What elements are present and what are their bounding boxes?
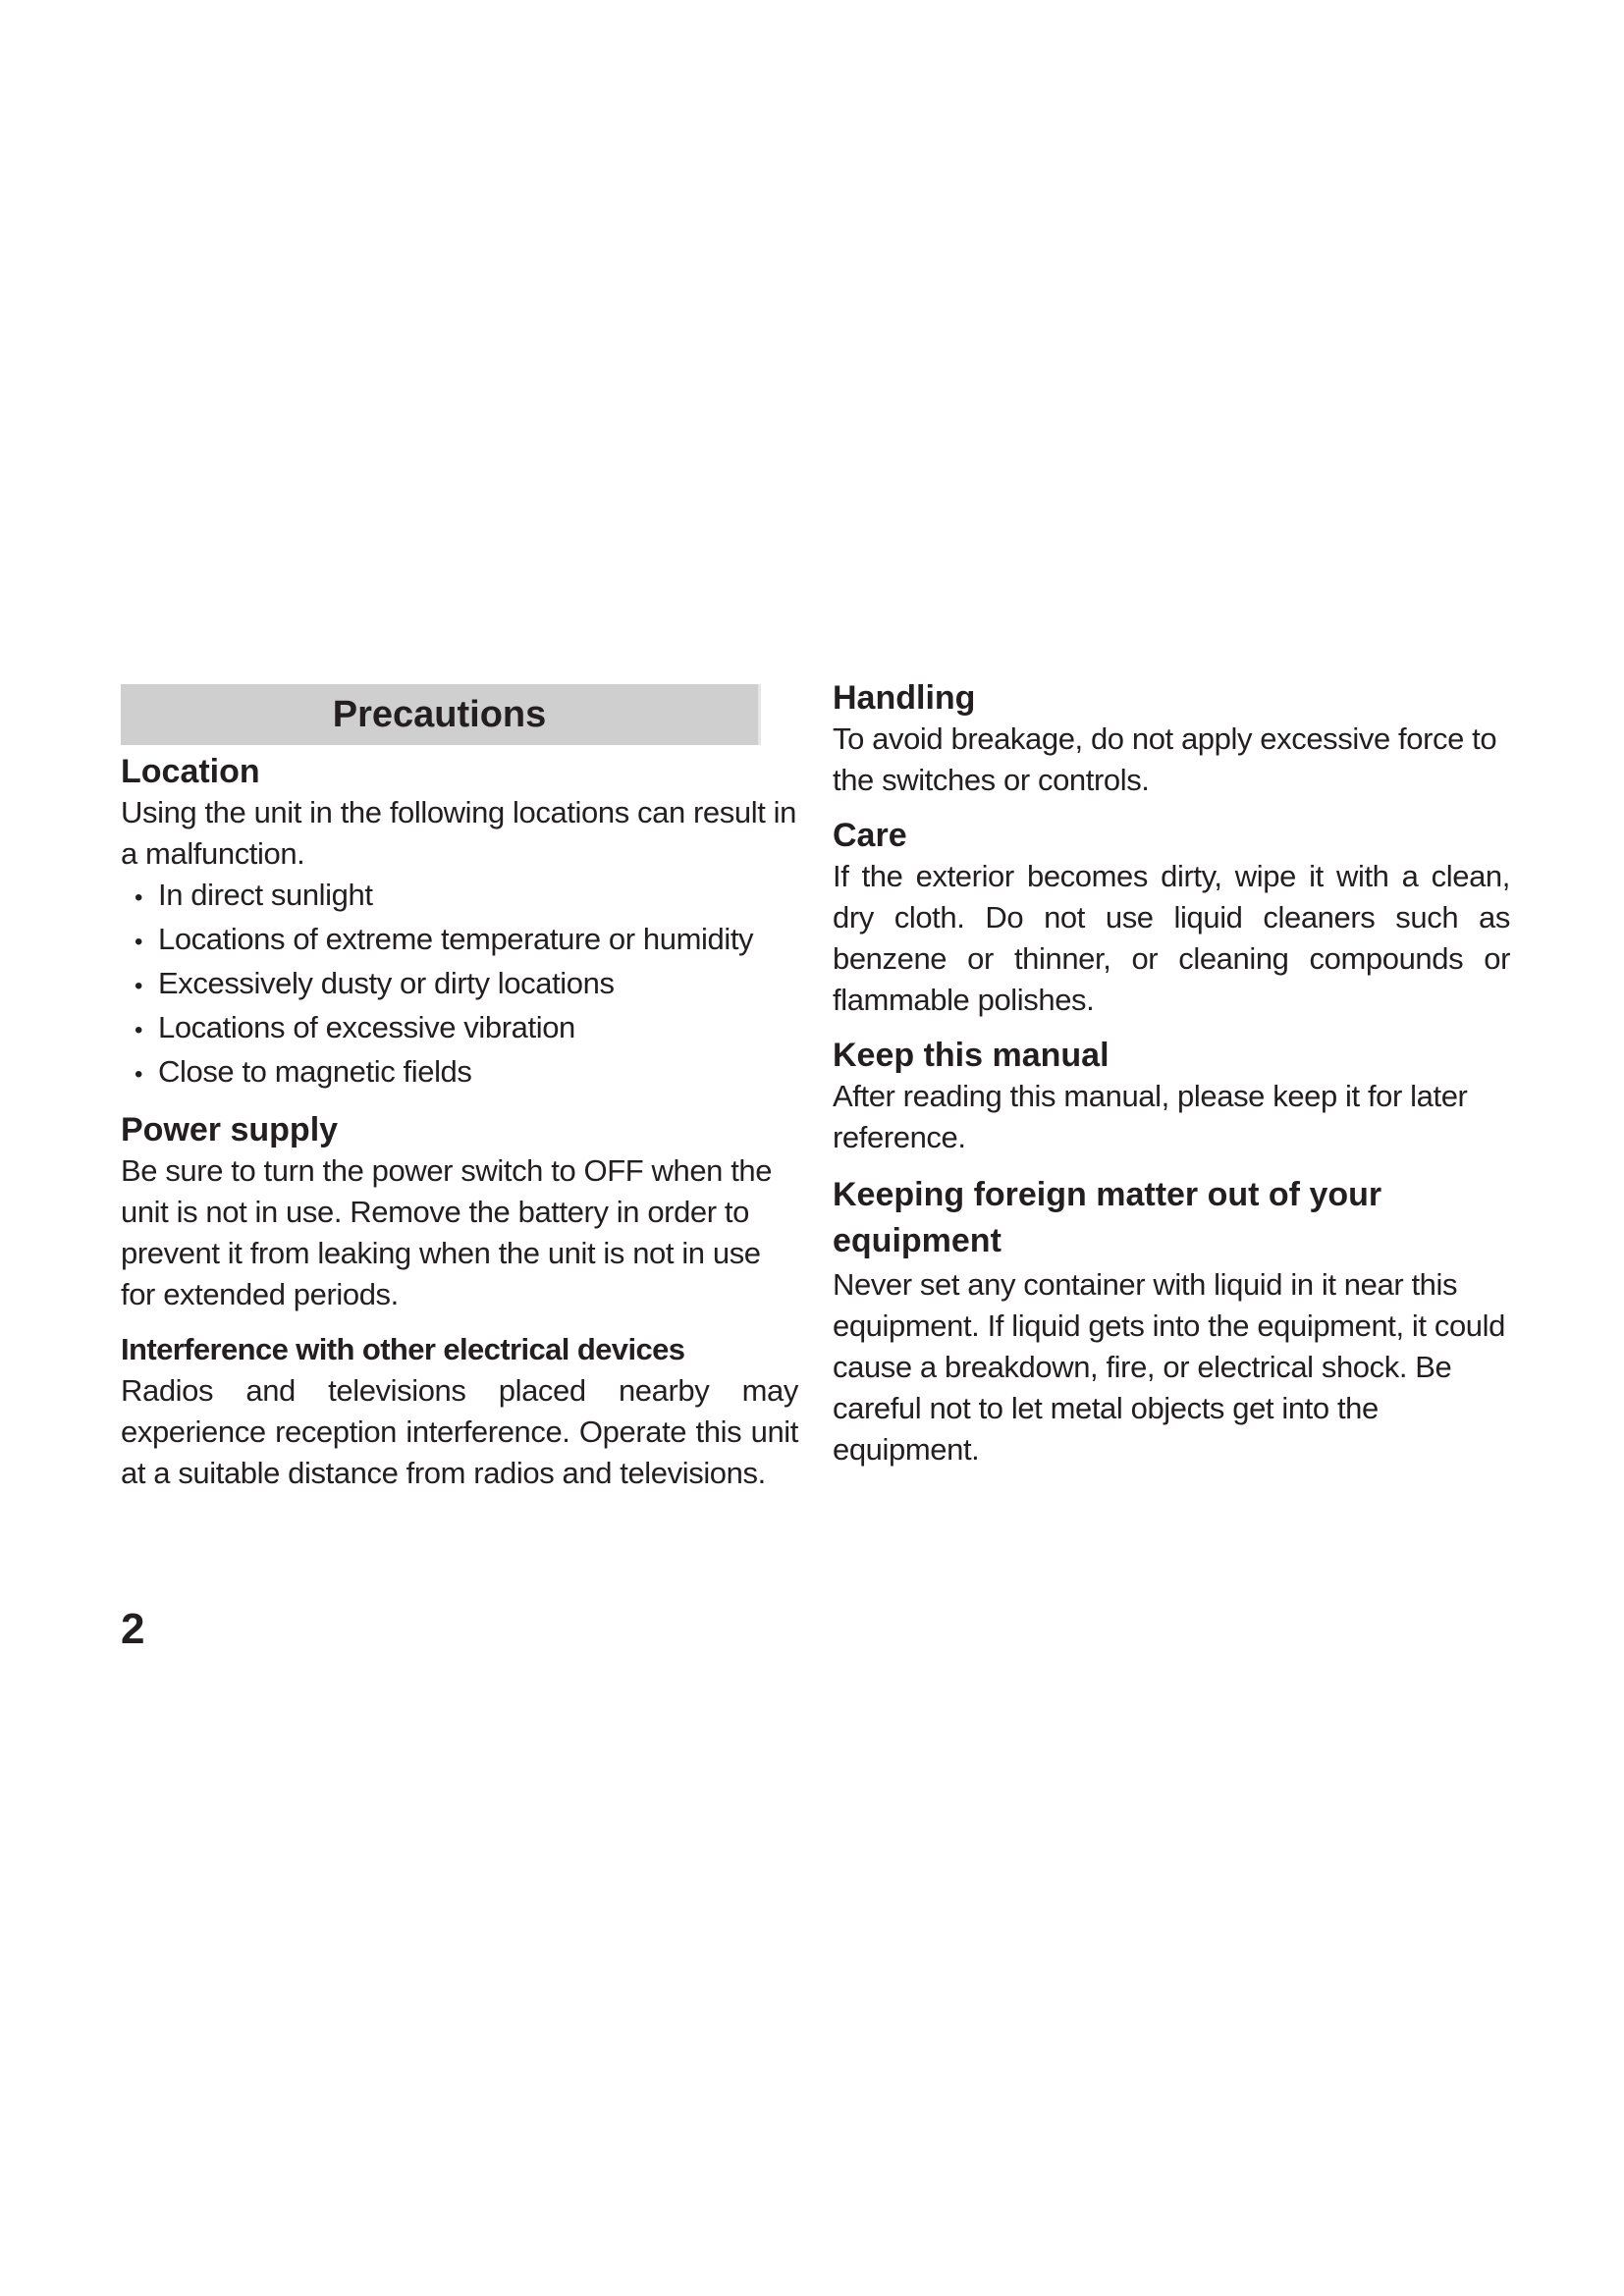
left-column bbox=[121, 684, 798, 1494]
bullet-icon: • bbox=[135, 1017, 143, 1043]
bullet-icon: • bbox=[135, 929, 143, 955]
location-body: Using the unit in the following locations can result in a malfunction. bbox=[121, 795, 796, 871]
list-item: • Excessively dusty or dirty locations bbox=[135, 963, 798, 1007]
list-item: • In direct sunlight bbox=[135, 875, 798, 919]
location-section bbox=[121, 751, 798, 1095]
power-supply-section bbox=[121, 1109, 798, 1315]
keep-manual-body: After reading this manual, please keep it for later reference. bbox=[833, 1079, 1468, 1154]
list-item: • Locations of excessive vibration bbox=[135, 1007, 798, 1051]
keep-manual-section bbox=[833, 1035, 1510, 1158]
care-section bbox=[833, 815, 1510, 1021]
foreign-matter-heading: Keeping foreign matter out of your equipment bbox=[833, 1176, 1382, 1259]
page-number: 2 bbox=[121, 1605, 145, 1653]
power-supply-heading: Power supply bbox=[121, 1111, 339, 1148]
interference-heading: Interference with other electrical devices bbox=[121, 1332, 685, 1366]
care-body: If the exterior becomes dirty, wipe it with a clean, dry cloth. Do not use liquid cleaners such as benzene or thinner, or cleaning compounds or flammable polishes. bbox=[833, 859, 1510, 1017]
interference-body: Radios and televisions placed nearby may experience reception interference. Operate this unit at a suitable distance from radios and televisions. bbox=[121, 1373, 798, 1490]
care-heading: Care bbox=[833, 817, 907, 854]
location-heading: Location bbox=[121, 753, 260, 790]
interference-section bbox=[121, 1329, 798, 1494]
list-item: • Locations of extreme temperature or humidity bbox=[135, 919, 798, 963]
right-column bbox=[833, 677, 1510, 1470]
keep-manual-heading: Keep this manual bbox=[833, 1037, 1110, 1074]
handling-body: To avoid breakage, do not apply excessive force to the switches or controls. bbox=[833, 721, 1497, 797]
bullet-icon: • bbox=[135, 884, 143, 911]
list-item: • Close to magnetic fields bbox=[135, 1051, 798, 1095]
location-bullet-list bbox=[121, 875, 798, 1095]
precautions-banner: Precautions bbox=[121, 684, 761, 745]
power-supply-body: Be sure to turn the power switch to OFF when the unit is not in use. Remove the battery in order to prevent it from leaking when the unit is not in use for extended periods. bbox=[121, 1153, 773, 1311]
foreign-matter-section bbox=[833, 1172, 1510, 1470]
handling-heading: Handling bbox=[833, 679, 976, 717]
foreign-matter-body: Never set any container with liquid in it near this equipment. If liquid gets into the equipment, it could cause a breakdown, fire, or electrical shock. Be careful not to let metal objects get into the equipment. bbox=[833, 1267, 1505, 1467]
handling-section bbox=[833, 677, 1510, 801]
bullet-icon: • bbox=[135, 973, 143, 999]
bullet-icon: • bbox=[135, 1061, 143, 1088]
